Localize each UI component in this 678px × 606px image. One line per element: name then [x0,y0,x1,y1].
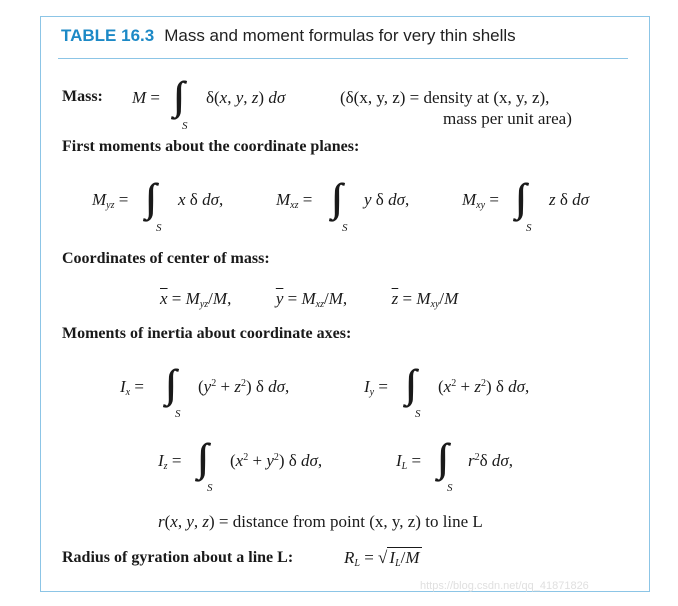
iy-integrand: $(x^2 + z^2)$ δ dσ, [438,377,530,396]
distance-note: distance from point (x, y, z) to line L [232,512,483,531]
surface-s: S [156,222,162,234]
distance-definition: r(x, y, z) = distance from point (x, y, z) to line L [158,512,483,531]
surface-s: S [447,482,453,494]
iz-formula: $I_z$ = [158,451,182,472]
myz-formula: $M_{yz}$ = [92,190,129,211]
gyration-formula: $R_L$ = √ $I_L/M$ [344,548,420,569]
table-title [61,26,516,46]
iz-integrand: $(x^2 + y^2)$ δ dσ, [230,451,323,470]
mass-integrand: δ(x, y, z) dσ [206,88,286,107]
table-number: TABLE 16.3 [61,26,155,45]
surface-s: S [175,408,181,420]
mass-label: Mass: [62,88,103,105]
mxy-formula: $M_{xy}$ = [462,190,499,211]
surface-s: S [526,222,532,234]
table-caption: Mass and moment formulas for very thin shells [164,26,516,45]
surface-s: S [207,482,213,494]
il-integrand: $r^2\delta$ dσ, [468,451,514,470]
mxy-integrand: z δ dσ [549,190,590,209]
myz-integrand: x δ dσ, [178,190,224,209]
il-formula: $I_L$ = [396,451,422,472]
ix-formula: $I_x$ = [120,377,144,398]
iy-formula: $I_y$ = [364,377,388,398]
center-of-mass-heading: Coordinates of center of mass: [62,250,270,267]
gyration-heading: Radius of gyration about a line L: [62,549,294,566]
inertia-heading: Moments of inertia about coordinate axes: [62,325,352,342]
title-divider [58,58,628,59]
density-note: (δ(x, y, z) = density at (x, y, z), [340,88,550,107]
watermark: https://blog.csdn.net/qq_41871826 [420,580,589,592]
surface-s: S [182,120,188,132]
surface-s: S [342,222,348,234]
square-root-icon: √ $I_L/M$ [378,548,420,569]
mxz-formula: $M_{xz}$ = [276,190,313,211]
mxz-integrand: y δ dσ, [364,190,410,209]
first-moments-heading: First moments about the coordinate planes: [62,138,360,155]
density-note-2: mass per unit area) [443,109,572,128]
ix-integrand: $(y^2 + z^2)$ δ dσ, [198,377,290,396]
surface-s: S [415,408,421,420]
center-of-mass-formulas: $\overline{x} = M_{yz}/M$, $\overline{y} = M_{xz}/M$, $\overline{z} = M_{xy}/M$ [160,289,459,310]
mass-formula: M = [132,88,161,107]
